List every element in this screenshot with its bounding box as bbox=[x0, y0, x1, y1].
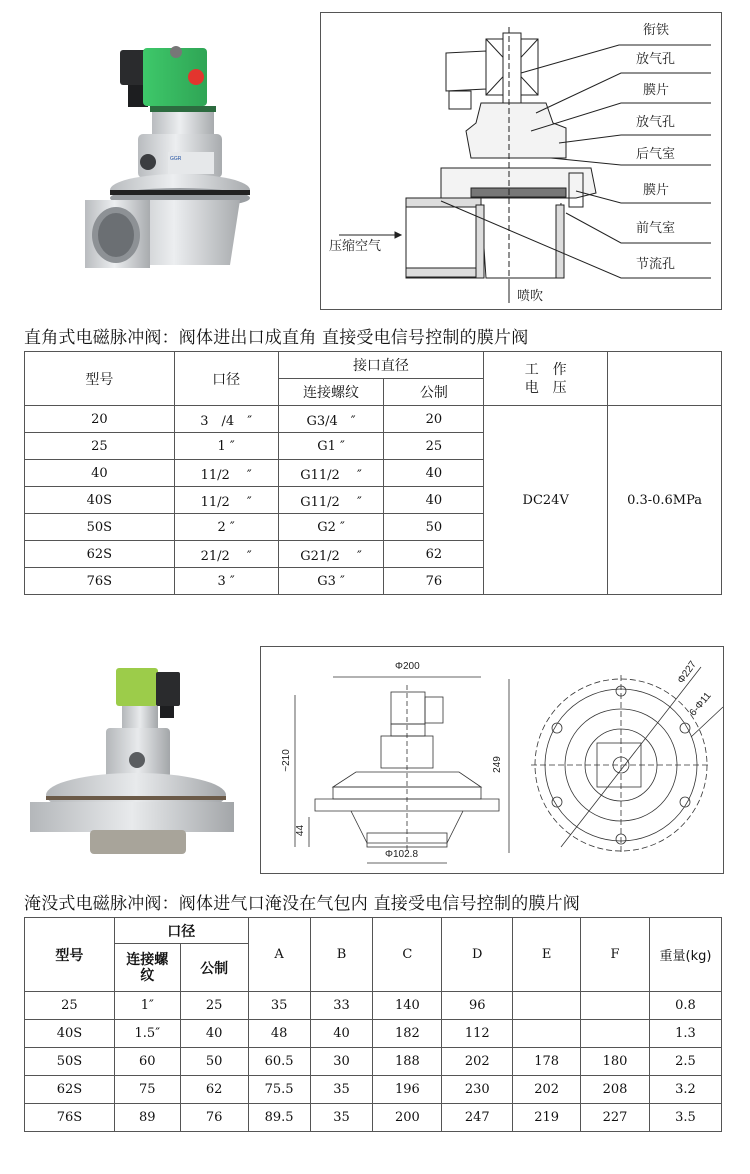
cell-weight: 2.5 bbox=[650, 1048, 722, 1076]
header-bore: 口径 bbox=[114, 918, 248, 944]
callout-diaphragm-2: 膜片 bbox=[643, 183, 670, 198]
cell-metric: 25 bbox=[180, 992, 248, 1020]
cell-f bbox=[581, 992, 650, 1020]
cell-model: 25 bbox=[25, 992, 115, 1020]
cell-c: 140 bbox=[373, 992, 442, 1020]
cell-metric: 50 bbox=[180, 1048, 248, 1076]
header-f: F bbox=[581, 918, 650, 992]
cell-metric: 25 bbox=[384, 433, 484, 460]
cell-e bbox=[513, 992, 581, 1020]
cell-thread: 89 bbox=[114, 1104, 180, 1132]
cell-model: 40S bbox=[25, 1020, 115, 1048]
header-thread: 连接螺纹 bbox=[114, 944, 180, 992]
cell-model: 20 bbox=[25, 406, 175, 433]
cell-b: 33 bbox=[310, 992, 373, 1020]
dim-top-diameter: Φ200 bbox=[395, 661, 420, 672]
cell-e: 202 bbox=[513, 1076, 581, 1104]
header-thread: 连接螺纹 bbox=[278, 379, 384, 406]
cell-thread: 75 bbox=[114, 1076, 180, 1104]
cell-e: 219 bbox=[513, 1104, 581, 1132]
cell-thread: 1″ bbox=[114, 992, 180, 1020]
cell-bore: 1 ″ bbox=[174, 433, 278, 460]
cell-bore: 3 /4 ″ bbox=[174, 406, 278, 433]
cell-e bbox=[513, 1020, 581, 1048]
callout-rear-chamber: 后气室 bbox=[636, 147, 676, 162]
cell-weight: 3.2 bbox=[650, 1076, 722, 1104]
header-bore: 口径 bbox=[174, 352, 278, 406]
cell-thread: G3 ″ bbox=[278, 568, 384, 595]
cell-model: 62S bbox=[25, 541, 175, 568]
cell-bore: 2 ″ bbox=[174, 514, 278, 541]
cell-a: 89.5 bbox=[248, 1104, 310, 1132]
cell-metric: 20 bbox=[384, 406, 484, 433]
table-row bbox=[25, 1020, 722, 1048]
header-d: D bbox=[442, 918, 513, 992]
table-row bbox=[25, 406, 722, 433]
header-pressure bbox=[608, 352, 722, 406]
dim-44: 44 bbox=[295, 824, 307, 837]
right-angle-valve-spec-table bbox=[24, 351, 722, 595]
cell-thread: G2 ″ bbox=[278, 514, 384, 541]
header-working-voltage bbox=[484, 352, 608, 406]
cell-pressure: 0.3-0.6MPa bbox=[608, 406, 722, 595]
cell-weight: 3.5 bbox=[650, 1104, 722, 1132]
callout-vent-hole-1: 放气孔 bbox=[636, 52, 676, 67]
cell-d: 247 bbox=[442, 1104, 513, 1132]
header-e: E bbox=[513, 918, 581, 992]
dim-height: ~210 bbox=[280, 749, 292, 772]
header-weight: 重量(kg) bbox=[650, 918, 722, 992]
callout-throttle-hole: 节流孔 bbox=[636, 257, 676, 272]
cell-thread: G1 ″ bbox=[278, 433, 384, 460]
table-row bbox=[25, 1104, 722, 1132]
cell-model: 50S bbox=[25, 514, 175, 541]
submerged-valve-photo bbox=[24, 660, 244, 860]
dim-bottom-diameter: Φ102.8 bbox=[385, 849, 419, 860]
cell-model: 50S bbox=[25, 1048, 115, 1076]
cell-model: 40S bbox=[25, 487, 175, 514]
cell-metric: 62 bbox=[180, 1076, 248, 1104]
cell-d: 202 bbox=[442, 1048, 513, 1076]
section2-title: 淹没式电磁脉冲阀：阀体进气口淹没在气包内 直接受电信号控制的膜片阀 bbox=[24, 894, 581, 914]
header-port-diameter: 接口直径 bbox=[278, 352, 484, 379]
valve-cross-section-diagram bbox=[320, 12, 722, 310]
cell-a: 48 bbox=[248, 1020, 310, 1048]
svg-text:GGR: GGR bbox=[170, 156, 182, 162]
cell-bore: 21/2 ″ bbox=[174, 541, 278, 568]
cell-metric: 40 bbox=[384, 487, 484, 514]
header-metric: 公制 bbox=[180, 944, 248, 992]
cell-bore: 3 ″ bbox=[174, 568, 278, 595]
table-row bbox=[25, 1048, 722, 1076]
cell-e: 178 bbox=[513, 1048, 581, 1076]
callout-front-chamber: 前气室 bbox=[636, 221, 676, 236]
cell-f: 208 bbox=[581, 1076, 650, 1104]
callout-diaphragm-1: 膜片 bbox=[643, 83, 670, 98]
header-c: C bbox=[373, 918, 442, 992]
inlet-label: 压缩空气 bbox=[329, 239, 382, 254]
cell-thread: G11/2 ″ bbox=[278, 487, 384, 514]
cell-f bbox=[581, 1020, 650, 1048]
cell-bore: 11/2 ″ bbox=[174, 487, 278, 514]
callout-vent-hole-2: 放气孔 bbox=[636, 115, 676, 130]
header-voltage-line1: 工 作 bbox=[524, 361, 567, 378]
cell-b: 40 bbox=[310, 1020, 373, 1048]
submerged-valve-spec-table bbox=[24, 917, 722, 1132]
header-model: 型号 bbox=[25, 352, 175, 406]
cell-thread: G3/4 ″ bbox=[278, 406, 384, 433]
cell-a: 35 bbox=[248, 992, 310, 1020]
cell-f: 180 bbox=[581, 1048, 650, 1076]
dim-holes: 6-Φ11 bbox=[687, 690, 714, 719]
section1-title: 直角式电磁脉冲阀：阀体进出口成直角 直接受电信号控制的膜片阀 bbox=[24, 328, 529, 348]
table-row bbox=[25, 992, 722, 1020]
cell-weight: 0.8 bbox=[650, 992, 722, 1020]
header-voltage-line2: 电 压 bbox=[524, 379, 567, 396]
cell-bore: 11/2 ″ bbox=[174, 460, 278, 487]
cell-a: 60.5 bbox=[248, 1048, 310, 1076]
outlet-label: 喷吹 bbox=[517, 289, 544, 304]
cell-model: 62S bbox=[25, 1076, 115, 1104]
cell-b: 35 bbox=[310, 1104, 373, 1132]
cell-thread: 60 bbox=[114, 1048, 180, 1076]
cell-c: 182 bbox=[373, 1020, 442, 1048]
submerged-valve-dimension-drawing bbox=[260, 646, 724, 874]
cell-metric: 50 bbox=[384, 514, 484, 541]
header-metric: 公制 bbox=[384, 379, 484, 406]
cell-model: 76S bbox=[25, 568, 175, 595]
dim-249: 249 bbox=[491, 756, 503, 773]
header-a: A bbox=[248, 918, 310, 992]
cell-thread: G11/2 ″ bbox=[278, 460, 384, 487]
table-row bbox=[25, 1076, 722, 1104]
cell-model: 40 bbox=[25, 460, 175, 487]
cell-metric: 40 bbox=[384, 460, 484, 487]
cell-thread: G21/2 ″ bbox=[278, 541, 384, 568]
cell-metric: 40 bbox=[180, 1020, 248, 1048]
cell-voltage: DC24V bbox=[484, 406, 608, 595]
cell-f: 227 bbox=[581, 1104, 650, 1132]
cell-a: 75.5 bbox=[248, 1076, 310, 1104]
cell-d: 112 bbox=[442, 1020, 513, 1048]
cell-metric: 76 bbox=[384, 568, 484, 595]
header-b: B bbox=[310, 918, 373, 992]
cell-c: 188 bbox=[373, 1048, 442, 1076]
header-model: 型号 bbox=[25, 918, 115, 992]
cell-d: 230 bbox=[442, 1076, 513, 1104]
cell-b: 35 bbox=[310, 1076, 373, 1104]
cell-weight: 1.3 bbox=[650, 1020, 722, 1048]
cell-d: 96 bbox=[442, 992, 513, 1020]
cell-metric: 76 bbox=[180, 1104, 248, 1132]
cell-model: 76S bbox=[25, 1104, 115, 1132]
cell-model: 25 bbox=[25, 433, 175, 460]
cell-b: 30 bbox=[310, 1048, 373, 1076]
callout-armature: 衔铁 bbox=[643, 23, 670, 38]
right-angle-valve-photo bbox=[80, 30, 260, 280]
cell-metric: 62 bbox=[384, 541, 484, 568]
dim-227-diameter: Φ227 bbox=[675, 659, 699, 686]
cell-c: 200 bbox=[373, 1104, 442, 1132]
cell-c: 196 bbox=[373, 1076, 442, 1104]
cell-thread: 1.5″ bbox=[114, 1020, 180, 1048]
